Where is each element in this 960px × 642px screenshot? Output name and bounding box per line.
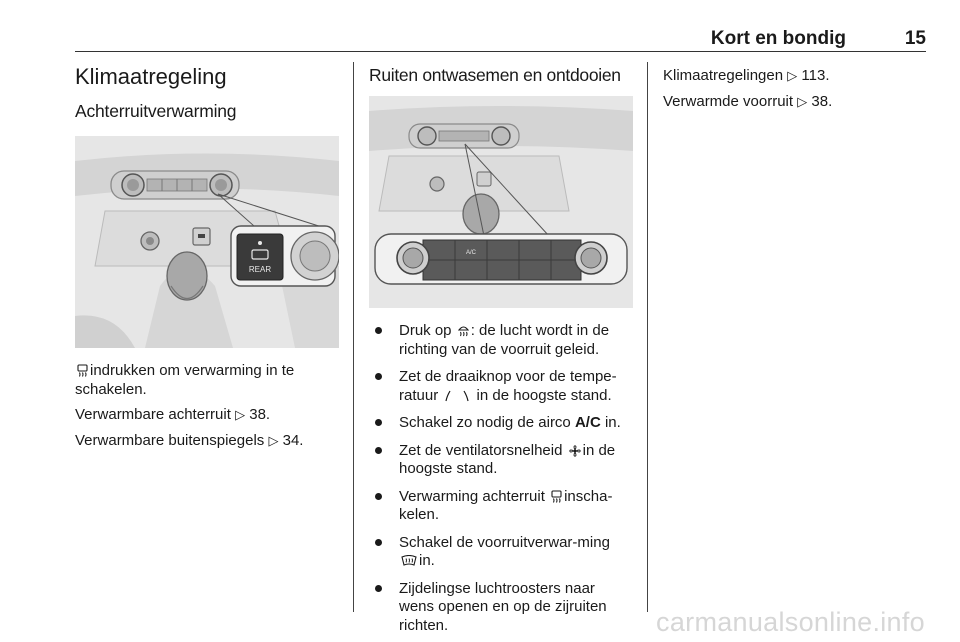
paragraph: Verwarmde voorruit ▷ 38. — [663, 92, 833, 110]
paragraph: Verwarmbare achterruit ▷ 38. — [75, 406, 271, 423]
watermark: carmanualsonline.info — [656, 607, 925, 637]
list-item: Zijdelingse luchtroosters naar wens openen en op de zijruiten richten. — [369, 580, 633, 636]
rear-window-heater-icon — [551, 490, 562, 503]
column-3 — [663, 62, 927, 118]
page-reference[interactable]: 38. — [249, 406, 271, 423]
section-heading: Ruiten ontwasemen en ontdooien — [369, 65, 621, 85]
climate-panel-drawing — [369, 96, 633, 308]
page-reference-icon: ▷ — [797, 93, 808, 109]
ac-button-label: A/C — [465, 250, 477, 256]
page-header — [75, 28, 926, 52]
console-drawing — [75, 136, 339, 348]
column-1 — [75, 62, 339, 457]
paragraph: indrukken om verwarming in te schakelen. — [75, 362, 295, 398]
rear-button-label: REAR — [248, 265, 272, 274]
column-2 — [369, 62, 633, 642]
bullet-icon — [375, 539, 382, 546]
page-reference[interactable]: 113. — [801, 67, 830, 84]
list-item: Schakel de voorruitverwar-ming in. — [369, 534, 633, 571]
bullet-icon — [375, 447, 382, 454]
page-reference[interactable]: 34. — [282, 431, 304, 449]
page-number: 15 — [904, 28, 926, 49]
bullet-icon — [375, 327, 382, 334]
section-heading: Klimaatregeling — [75, 64, 227, 89]
rear-window-heater-icon — [77, 364, 88, 377]
instruction-list — [369, 322, 633, 635]
list-item: Zet de draaiknop voor de tempe-ratuur in de hoogste stand. — [369, 368, 633, 405]
subsection-heading: Achterruitverwarming — [75, 101, 237, 121]
defrost-illustration — [369, 96, 633, 308]
page-reference-icon: ▷ — [787, 68, 798, 83]
page-reference[interactable]: 38. — [811, 92, 833, 110]
bullet-icon — [375, 419, 382, 426]
temperature-range-icon — [444, 389, 470, 402]
page-reference-icon: ▷ — [268, 432, 279, 448]
page-reference-icon: ▷ — [235, 407, 246, 422]
list-item: Schakel zo nodig de airco A/C in. — [369, 414, 633, 433]
fan-icon — [569, 445, 581, 457]
paragraph: Klimaatregelingen ▷ 113. — [663, 67, 830, 84]
list-item: Druk op : de lucht wordt in de richting van de voorruit geleid. — [369, 322, 633, 359]
bullet-icon — [375, 585, 382, 592]
column-divider — [353, 62, 354, 612]
bullet-icon — [375, 373, 382, 380]
header-title: Kort en bondig — [710, 28, 846, 49]
rear-heater-illustration — [75, 136, 339, 348]
windscreen-defrost-icon — [458, 324, 469, 337]
heated-windscreen-icon — [401, 555, 417, 567]
paragraph: Verwarmbare buitenspiegels ▷ 34. — [75, 431, 304, 449]
column-divider — [647, 62, 648, 612]
list-item: Zet de ventilatorsnelheid in de hoogste stand. — [369, 442, 633, 479]
bullet-icon — [375, 493, 382, 500]
list-item: Verwarming achterruit inscha-kelen. — [369, 488, 633, 525]
